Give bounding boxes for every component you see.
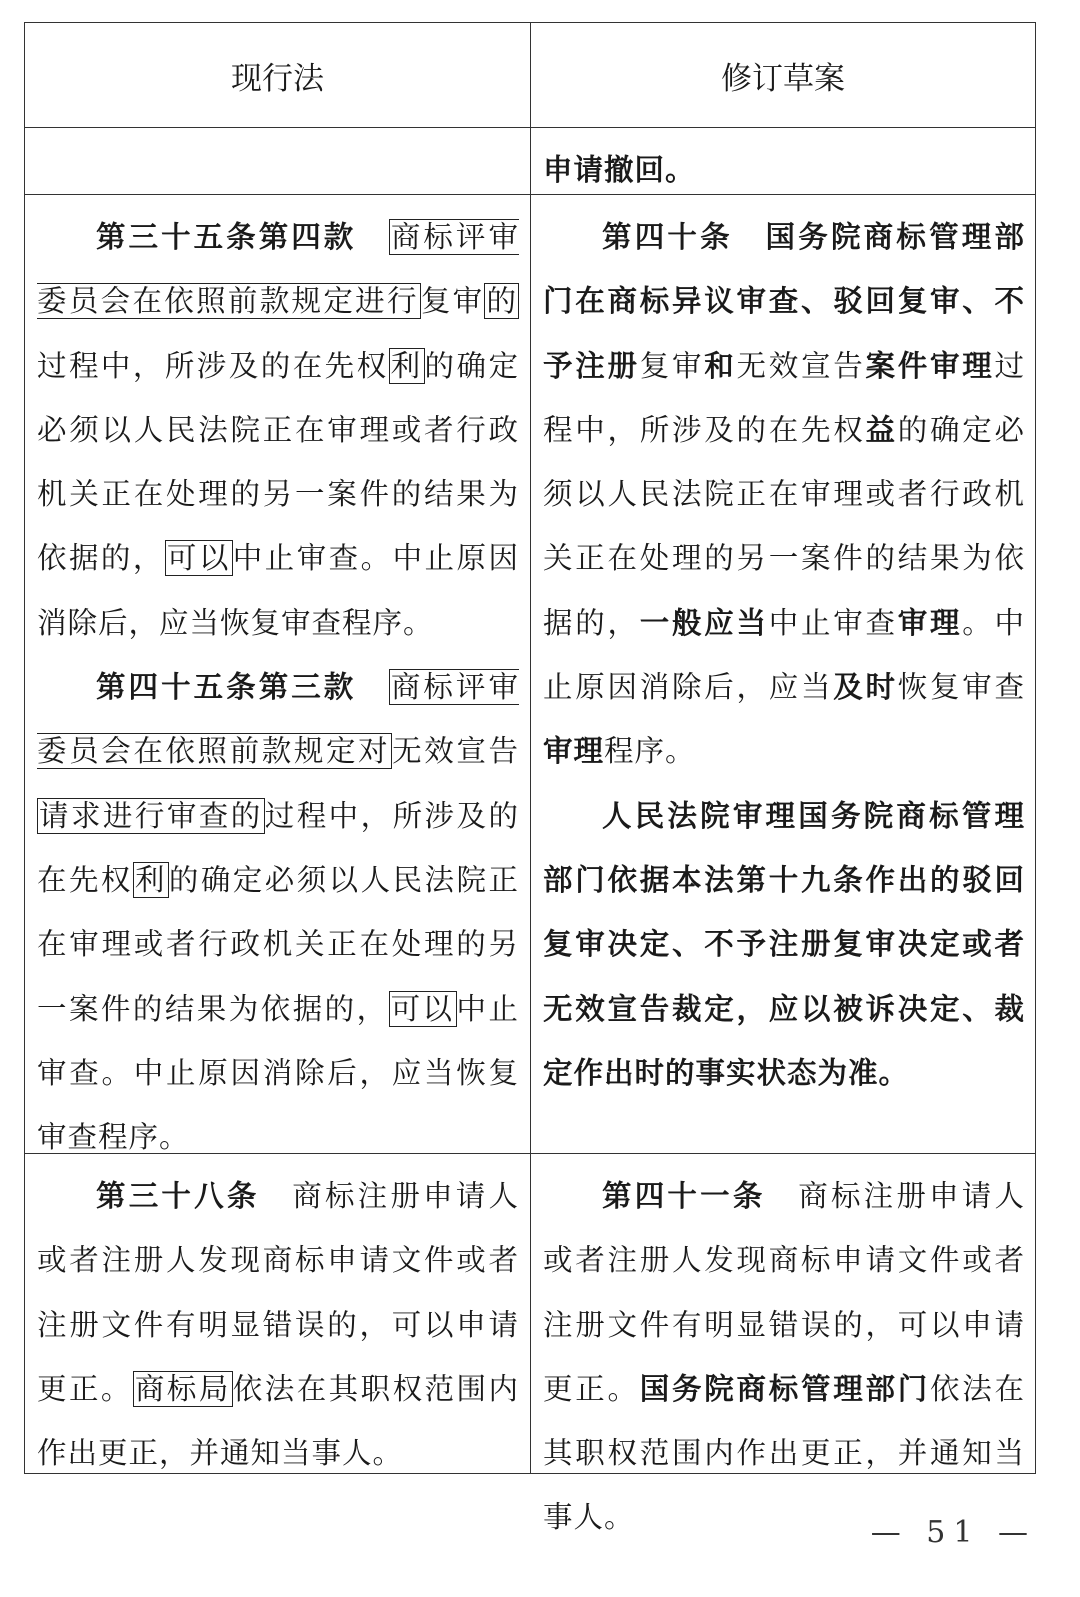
- row2-left-cell: [37, 205, 519, 1169]
- left-paragraph-2: [37, 655, 519, 1169]
- body-text: 无效宣告: [736, 348, 866, 383]
- added-text: 案件审理: [865, 348, 995, 383]
- row1-right-text: 申请撤回。: [543, 153, 696, 187]
- body-text: 无效宣告: [392, 734, 519, 769]
- body-text: 复审: [420, 284, 485, 319]
- article-title: 第四十五条第三款: [96, 670, 357, 705]
- body-text: 程序。: [604, 734, 696, 769]
- added-text: 及时: [833, 670, 898, 705]
- body-text: 商标注册申请人或者注册人发现商标申请文件或者注册文件有明显错误的，可以申请更正。: [37, 1179, 519, 1406]
- row-divider: [25, 127, 1035, 128]
- body-text: 中止审查。中止原因消除后，应当恢复审查程序。: [37, 991, 519, 1155]
- deleted-text: 利: [390, 348, 423, 383]
- deleted-text: 可以: [390, 991, 455, 1026]
- body-text: 过程中，所涉及的在先权: [37, 798, 519, 897]
- added-text: 审理: [897, 605, 963, 640]
- right-paragraph-3: [543, 1164, 1025, 1550]
- deleted-text: 商标评审委员会在依照前款规定进行: [37, 220, 519, 319]
- deleted-text: 利: [134, 862, 167, 897]
- row2-right-cell: [543, 205, 1025, 1105]
- added-text: 一般应当: [639, 605, 769, 640]
- row3-right-cell: [543, 1164, 1025, 1550]
- body-text: 的确定必须以人民法院正在审理或者行政机关正在处理的另一案件的结果为依据的，: [543, 412, 1025, 640]
- body-text: 复审: [639, 348, 705, 383]
- body-text: 依法在其职权范围内作出更正，并通知当事人。: [543, 1371, 1025, 1535]
- deleted-text: 请求进行审查的: [39, 798, 263, 833]
- body-text: 依法在其职权范围内作出更正，并通知当事人。: [37, 1371, 519, 1471]
- body-text: 过程中，所涉及的在先权: [37, 348, 389, 383]
- body-text: 商标注册申请人或者注册人发现商标申请文件或者注册文件有明显错误的，可以申请更正。: [543, 1179, 1025, 1406]
- column-divider: [530, 23, 531, 1473]
- deleted-text: 的: [486, 284, 517, 319]
- article-title: 第三十八条: [96, 1179, 260, 1213]
- deleted-text: 商标局: [134, 1371, 231, 1406]
- row1-right-cell: [543, 138, 1023, 202]
- body-text: 的确定必须以人民法院正在审理或者行政机关正在处理的另一案件的结果为依据的，: [37, 348, 519, 576]
- added-text: 国务院商标管理部门在商标异议审查、驳回复审、不予注册: [543, 220, 1025, 383]
- header-current-law: 现行法: [231, 60, 324, 97]
- left-paragraph-3: [37, 1164, 519, 1485]
- right-paragraph-2: 人民法院审理国务院商标管理部门依据本法第十九条作出的驳回复审决定、不予注册复审决定或者无效宣告裁定，应以被诉决定、裁定作出时的事实状态为准。: [543, 798, 1025, 1090]
- article-title: 第三十五条第四款: [96, 220, 357, 254]
- body-text: 中止审查。中止原因消除后，应当恢复审查程序。: [37, 541, 519, 640]
- body-text: 。中止原因消除后，应当: [543, 605, 1025, 705]
- page-number: — 51 —: [870, 1515, 1036, 1550]
- right-paragraph-1: [543, 205, 1025, 784]
- article-title: 第四十条: [602, 220, 733, 254]
- deleted-text: 商标评审委员会在依照前款规定对: [37, 670, 519, 769]
- body-text: 恢复审查: [897, 670, 1025, 705]
- body-text: 中止审查: [768, 605, 898, 640]
- added-text: 和: [704, 348, 737, 383]
- article-title: 第四十一条: [602, 1179, 766, 1213]
- added-text: 益: [865, 412, 898, 447]
- left-paragraph-1: [37, 205, 519, 655]
- added-text: 国务院商标管理部门: [639, 1371, 930, 1406]
- header-revision-draft: 修订草案: [721, 60, 845, 97]
- body-text: 过程中，所涉及的在先权: [543, 348, 1025, 447]
- deleted-text: 可以: [166, 541, 231, 576]
- body-text: 的确定必须以人民法院正在审理或者行政机关正在处理的另一案件的结果为依据的，: [37, 862, 519, 1026]
- row3-left-cell: [37, 1164, 519, 1485]
- added-text: 审理: [543, 734, 605, 769]
